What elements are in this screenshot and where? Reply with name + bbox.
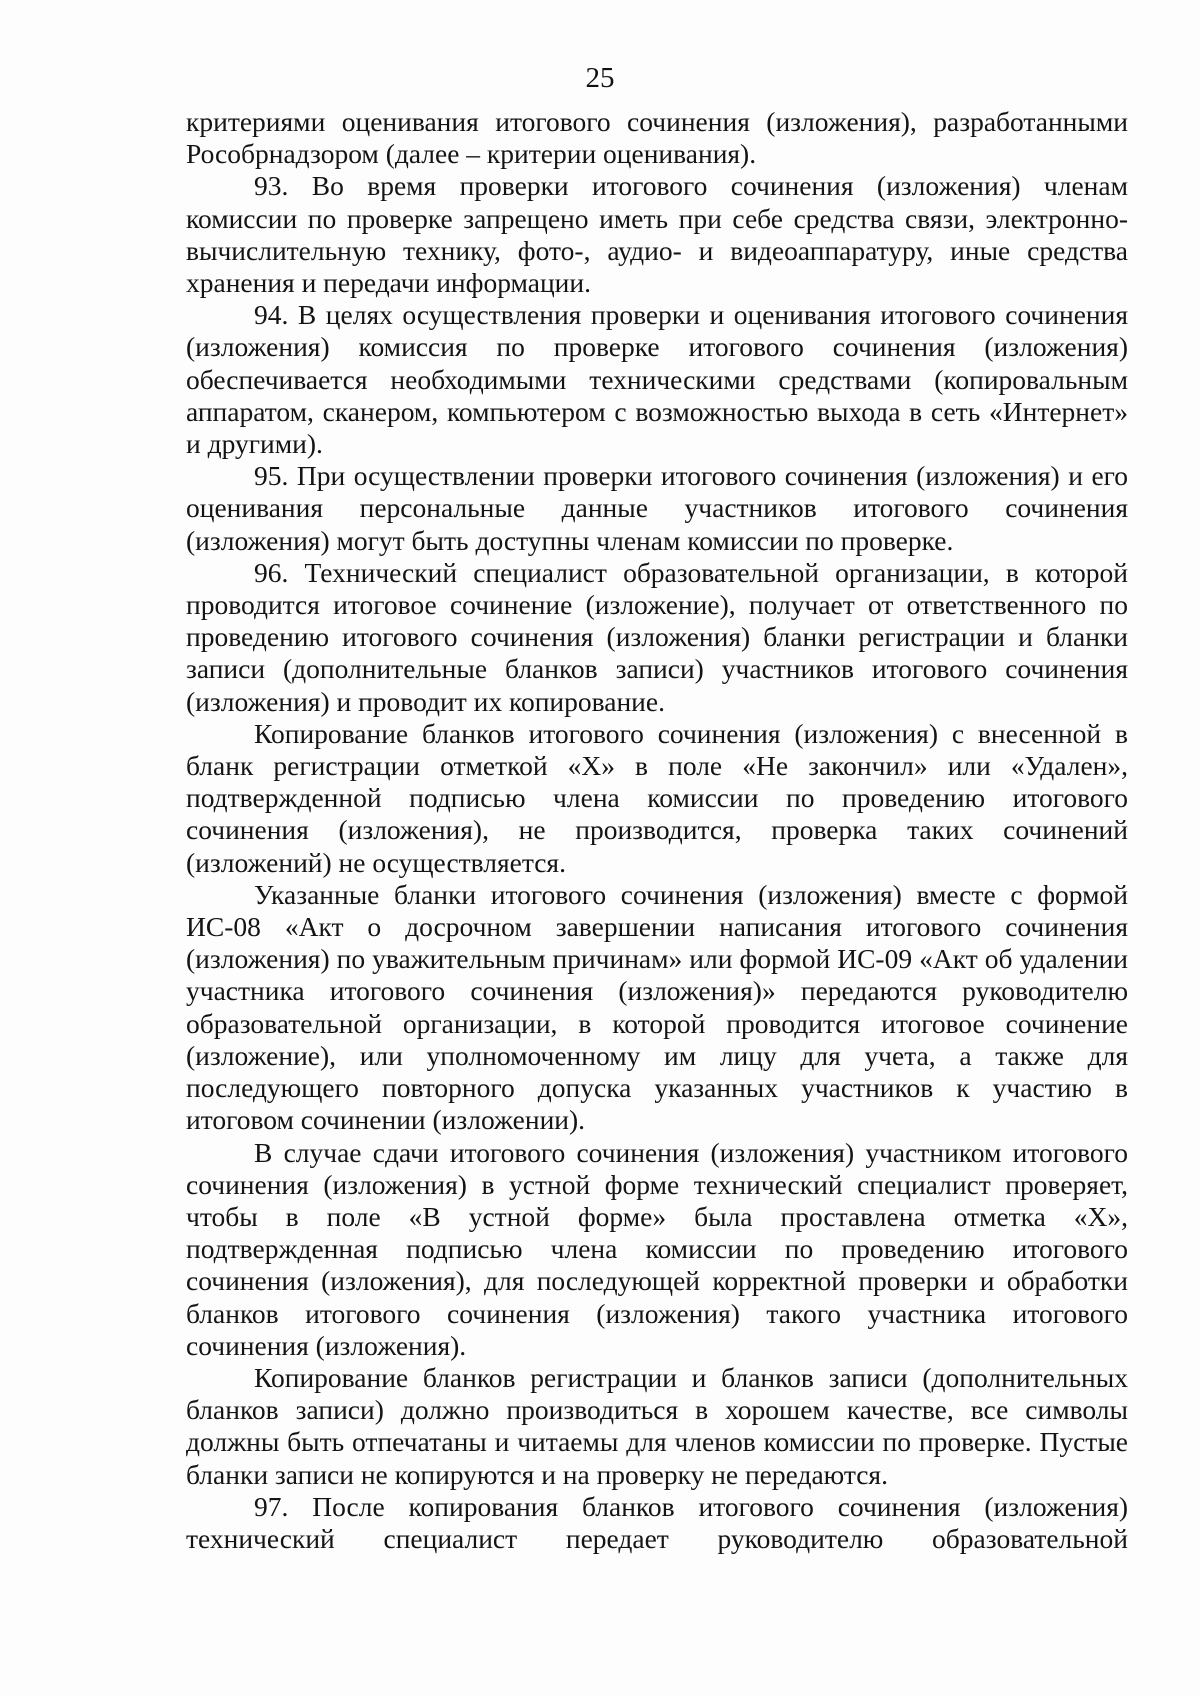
paragraph-oral-form: В случае сдачи итогового сочинения (изложения) участником итогового сочинения (изложения) в устной форме технический специалист проверяет, чтобы в поле «В устной форме» была проставлена отметка «Х», подтвержденная подписью члена комиссии по проведению итогового сочинения (изложения), для последующей корректной проверки и обработки бланков итогового сочинения (изложения) такого участника итогового сочинения (изложения). xyxy=(186,1136,1128,1361)
paragraph-copy-quality: Копирование бланков регистрации и бланков записи (дополнительных бланков записи) должно производиться в хорошем качестве, все символы должны быть отпечатаны и читаемы для членов комиссии по проверке. Пустые бланки записи не копируются и на проверку не передаются. xyxy=(186,1361,1128,1490)
paragraph-96: 96. Технический специалист образовательной организации, в которой проводится итоговое сочинение (изложение), получает от ответственного по проведению итогового сочинения (изложения) бланки регистрации и бланки записи (дополнительные бланков записи) участников итогового сочинения (изложения) и проводит их копирование. xyxy=(186,556,1128,717)
document-body xyxy=(186,106,1128,1555)
paragraph-continuation: критериями оценивания итогового сочинения (изложения), разработанными Рособрнадзором (далее – критерии оценивания). xyxy=(186,106,1128,170)
paragraph-95: 95. При осуществлении проверки итогового сочинения (изложения) и его оценивания персональные данные участников итогового сочинения (изложения) могут быть доступны членам комиссии по проверке. xyxy=(186,460,1128,556)
paragraph-94: 94. В целях осуществления проверки и оценивания итогового сочинения (изложения) комиссия по проверке итогового сочинения (изложения) обеспечивается необходимыми техническими средствами (копировальным аппаратом, сканером, компьютером с возможностью выхода в сеть «Интернет» и другими). xyxy=(186,299,1128,460)
paragraph-97: 97. После копирования бланков итогового сочинения (изложения) технический специалист передает руководителю образовательной xyxy=(186,1490,1128,1554)
paragraph-forms-is08-is09: Указанные бланки итогового сочинения (изложения) вместе с формой ИС-08 «Акт о досрочном завершении написания итогового сочинения (изложения) по уважительным причинам» или формой ИС-09 «Акт об удалении участника итогового сочинения (изложения)» передаются руководителю образовательной организации, в которой проводится итоговое сочинение (изложение), или уполномоченному им лицу для учета, а также для последующего повторного допуска указанных участников к участию в итоговом сочинении (изложении). xyxy=(186,878,1128,1136)
page-number: 25 xyxy=(585,62,615,94)
paragraph-93: 93. Во время проверки итогового сочинения (изложения) членам комиссии по проверке запрещено иметь при себе средства связи, электронно-вычислительную технику, фото-, аудио- и видеоаппаратуру, иные средства хранения и передачи информации. xyxy=(186,170,1128,299)
paragraph-copy-marked-forms: Копирование бланков итогового сочинения (изложения) с внесенной в бланк регистрации отметкой «Х» в поле «Не закончил» или «Удален», подтвержденной подписью члена комиссии по проведению итогового сочинения (изложения), не производится, проверка таких сочинений (изложений) не осуществляется. xyxy=(186,717,1128,878)
